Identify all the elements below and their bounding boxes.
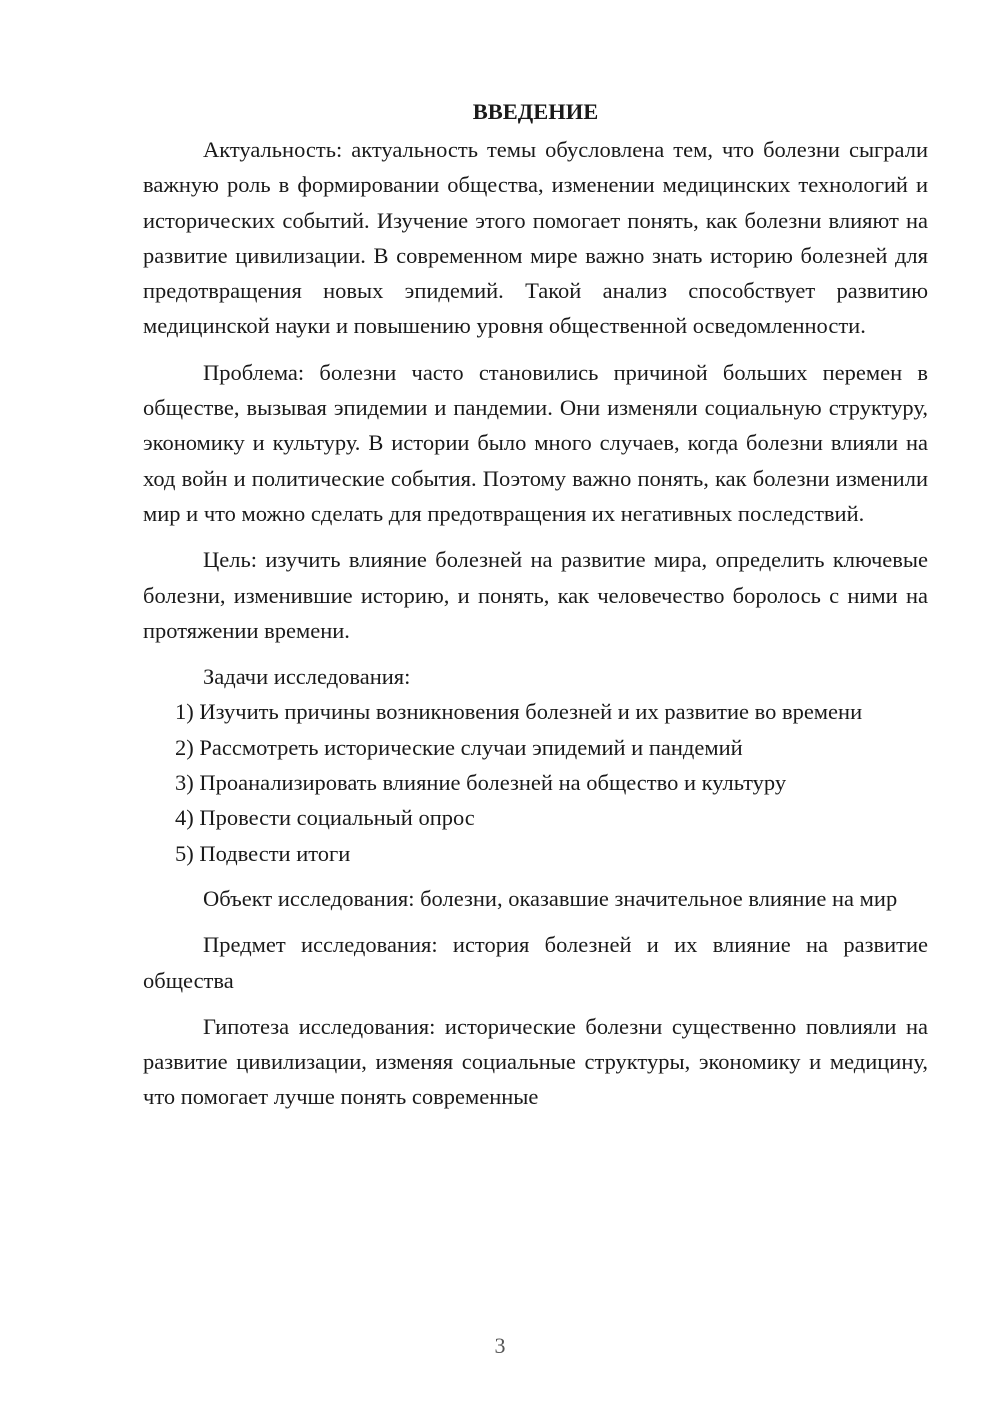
- paragraph-goal: Цель: изучить влияние болезней на развитие мира, определить ключевые болезни, изменившие историю, и понять, как человечество боролось с ними на протяжении времени.: [143, 547, 928, 643]
- task-item: 4) Провести социальный опрос: [175, 805, 475, 831]
- task-item: 3) Проанализировать влияние болезней на общество и культуру: [175, 770, 787, 796]
- tasks-heading: Задачи исследования:: [203, 664, 411, 690]
- task-item: 1) Изучить причины возникновения болезней и их развитие во времени: [175, 699, 863, 725]
- tasks-list: [143, 694, 928, 870]
- paragraph-relevance: Актуальность: актуальность темы обусловлена тем, что болезни сыграли важную роль в формировании общества, изменении медицинских технологий и исторических событий. Изучение этого помогает понять, как болезни влияют на развитие цивилизации. В современном мире важно знать историю болезней для предотвращения новых эпидемий. Такой анализ способствует развитию медицинской науки и повышению уровня общественной осведомленности.: [143, 137, 928, 339]
- document-page: [143, 94, 928, 1115]
- paragraph-problem: Проблема: болезни часто становились причиной больших перемен в обществе, вызывая эпидемии и пандемии. Они изменяли социальную структуру, экономику и культуру. В истории было много случаев, когда болезни влияли на ход войн и политические события. Поэтому важно понять, как болезни изменили мир и что можно сделать для предотвращения их негативных последствий.: [143, 359, 928, 526]
- page-number: 3: [494, 1333, 506, 1358]
- paragraph-subject: Предмет исследования: история болезней и их влияние на развитие общества: [143, 932, 928, 993]
- task-item: 2) Рассмотреть исторические случаи эпидемий и пандемий: [175, 734, 743, 760]
- task-item: 5) Подвести итоги: [175, 840, 351, 866]
- section-heading: ВВЕДЕНИЕ: [472, 99, 599, 124]
- paragraph-object: Объект исследования: болезни, оказавшие значительное влияние на мир: [203, 885, 898, 911]
- paragraph-hypothesis: Гипотеза исследования: исторические болезни существенно повлияли на развитие цивилизации, изменяя социальные структуры, экономику и медицину, что помогает лучше понять современные: [143, 1013, 928, 1110]
